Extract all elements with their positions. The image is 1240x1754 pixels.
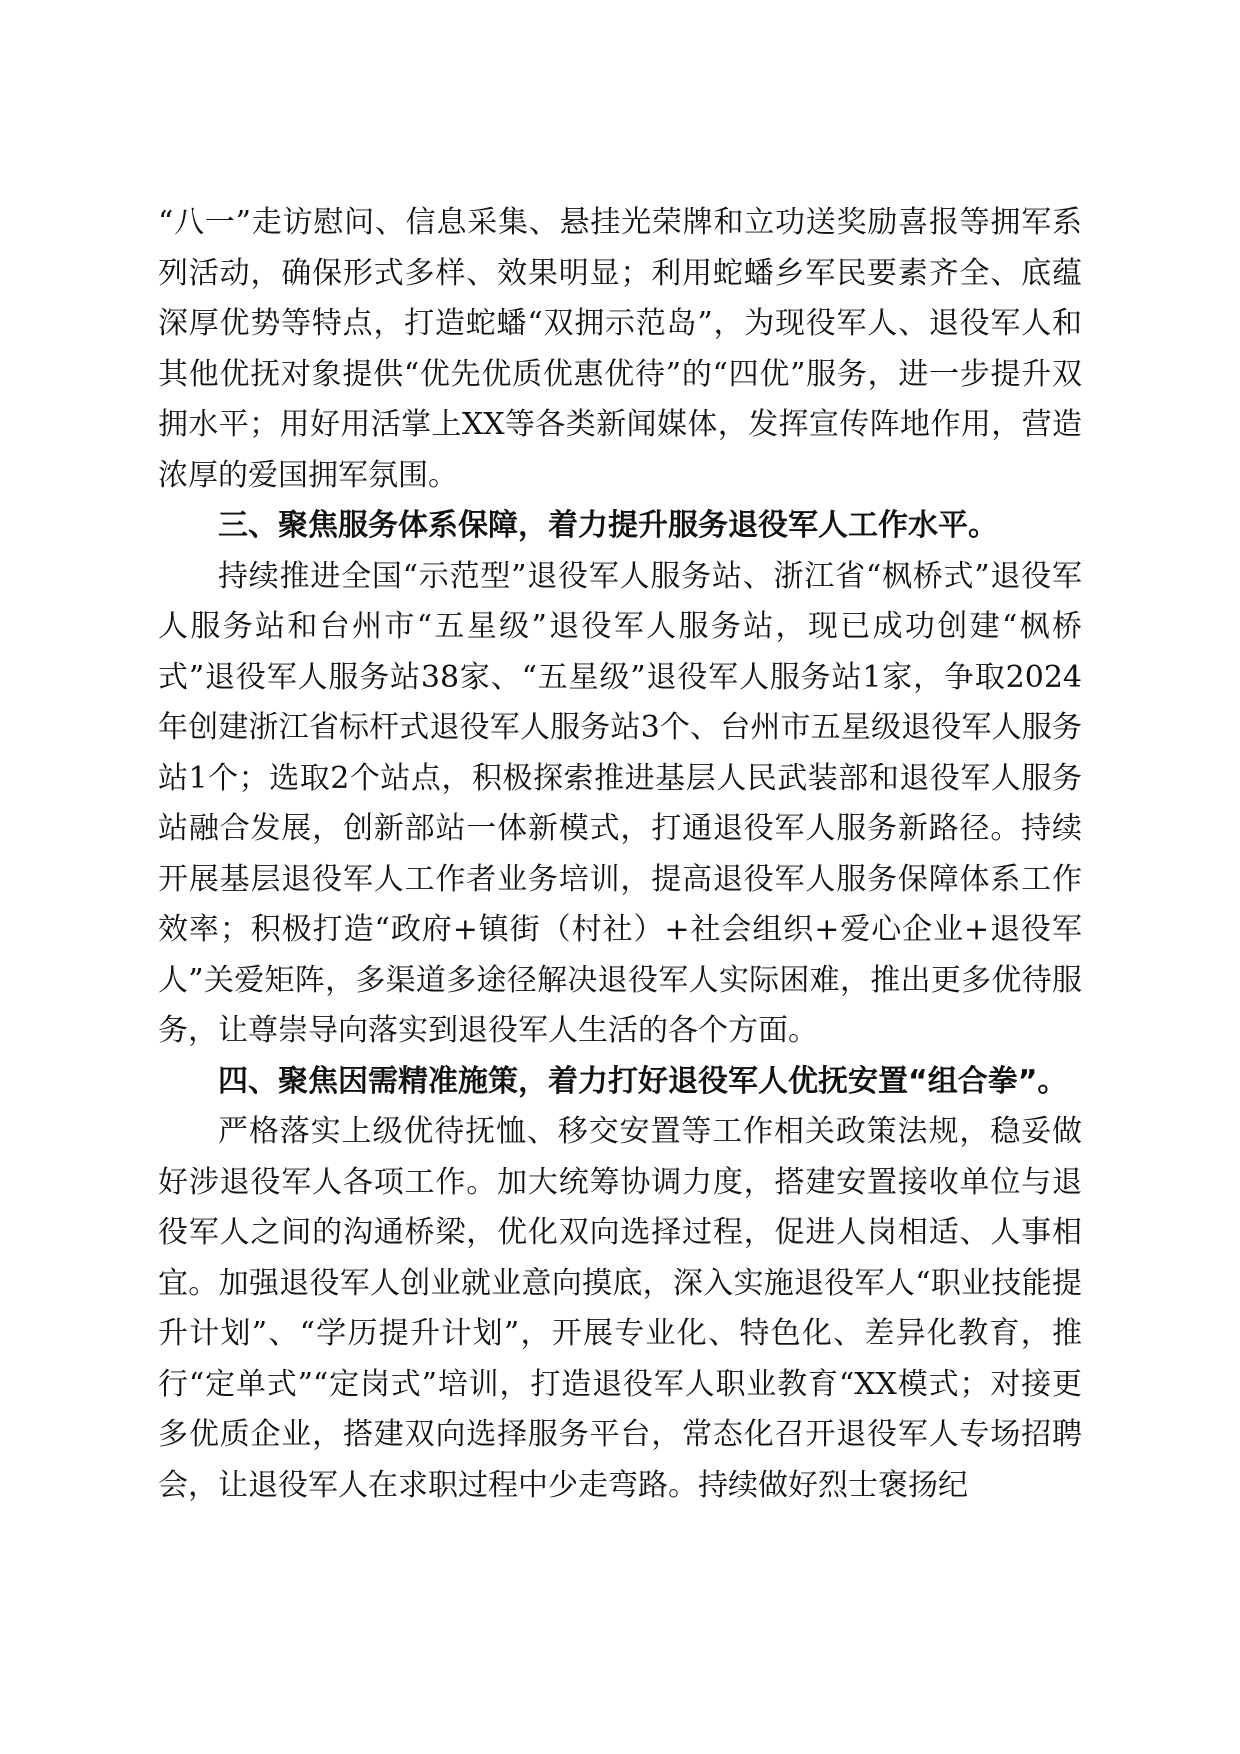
paragraph-body-section-4: 严格落实上级优待抚恤、移交安置等工作相关政策法规，稳妥做好涉退役军人各项工作。加大统筹协调力度，搭建安置接收单位与退役军人之间的沟通桥梁，优化双向选择过程，促进人岗相适、人事相宜。加强退役军人创业就业意向摸底，深入实施退役军人“职业技能提升计划”、“学历提升计划”，开展专业化、特色化、差异化教育，推行“定单式”“定岗式”培训，打造退役军人职业教育“XX模式；对接更多优质企业，搭建双向选择服务平台，常态化召开退役军人专场招聘会，让退役军人在求职过程中少走弯路。持续做好烈士褒扬纪 xyxy=(158,1114,1082,1503)
document-page xyxy=(158,198,1082,1511)
paragraph-body-continuation: “八一”走访慰问、信息采集、悬挂光荣牌和立功送奖励喜报等拥军系列活动，确保形式多样、效果明显；利用蛇蟠乡军民要素齐全、底蕴深厚优势等特点，打造蛇蟠“双拥示范岛”，为现役军人、退役军人和其他优抚对象提供“优先优质优惠优待”的“四优”服务，进一步提升双拥水平；用好用活掌上XX等各类新闻媒体，发挥宣传阵地作用，营造浓厚的爱国拥军氛围。 xyxy=(158,205,1082,493)
paragraph-body-section-3: 持续推进全国“示范型”退役军人服务站、浙江省“枫桥式”退役军人服务站和台州市“五星级”退役军人服务站，现已成功创建“枫桥式”退役军人服务站38家、“五星级”退役军人服务站1家，争取2024年创建浙江省标杆式退役军人服务站3个、台州市五星级退役军人服务站1个；选取2个站点，积极探索推进基层人民武装部和退役军人服务站融合发展，创新部站一体新模式，打通退役军人服务新路径。持续开展基层退役军人工作者业务培训，提高退役军人服务保障体系工作效率；积极打造“政府+镇街（村社）+社会组织+爱心企业+退役军人”关爱矩阵，多渠道多途径解决退役军人实际困难，推出更多优待服务，让尊崇导向落实到退役军人生活的各个方面。 xyxy=(158,558,1082,1048)
section-heading-3: 三、聚焦服务体系保障，着力提升服务退役军人工作水平。 xyxy=(218,508,998,543)
section-heading-4: 四、聚焦因需精准施策，着力打好退役军人优抚安置“组合拳”。 xyxy=(218,1063,1068,1099)
